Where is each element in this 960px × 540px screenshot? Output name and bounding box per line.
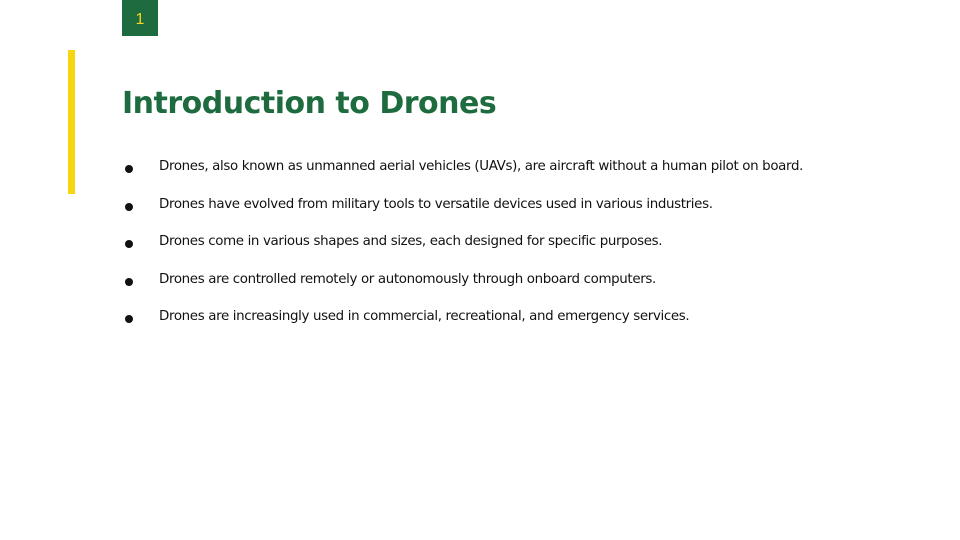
page-number-badge: 1 — [122, 0, 158, 36]
bullet-item — [122, 194, 713, 232]
bullet-text: Drones have evolved from military tools to versatile devices used in various industries. — [159, 196, 713, 212]
bullet-text: Drones, also known as unmanned aerial vehicles (UAVs), are aircraft without a human pilot on board. — [159, 159, 804, 174]
bullet-item — [122, 306, 690, 344]
bullet-dot-icon — [125, 315, 133, 323]
accent-bar — [68, 50, 75, 194]
slide-title: Introduction to Drones — [122, 86, 497, 121]
bullet-dot-icon — [125, 165, 133, 173]
bullet-dot-icon — [125, 240, 133, 248]
bullet-text: Drones are increasingly used in commercial, recreational, and emergency services. — [159, 309, 690, 324]
bullet-item — [122, 231, 663, 269]
bullet-dot-icon — [125, 203, 133, 211]
bullet-item — [122, 269, 656, 307]
bullet-dot-icon — [125, 278, 133, 286]
bullet-text: Drones come in various shapes and sizes, each designed for specific purposes. — [159, 234, 663, 249]
bullet-text: Drones are controlled remotely or autonomously through onboard computers. — [159, 271, 656, 287]
bullet-item — [122, 156, 804, 194]
bullet-list — [122, 156, 804, 344]
